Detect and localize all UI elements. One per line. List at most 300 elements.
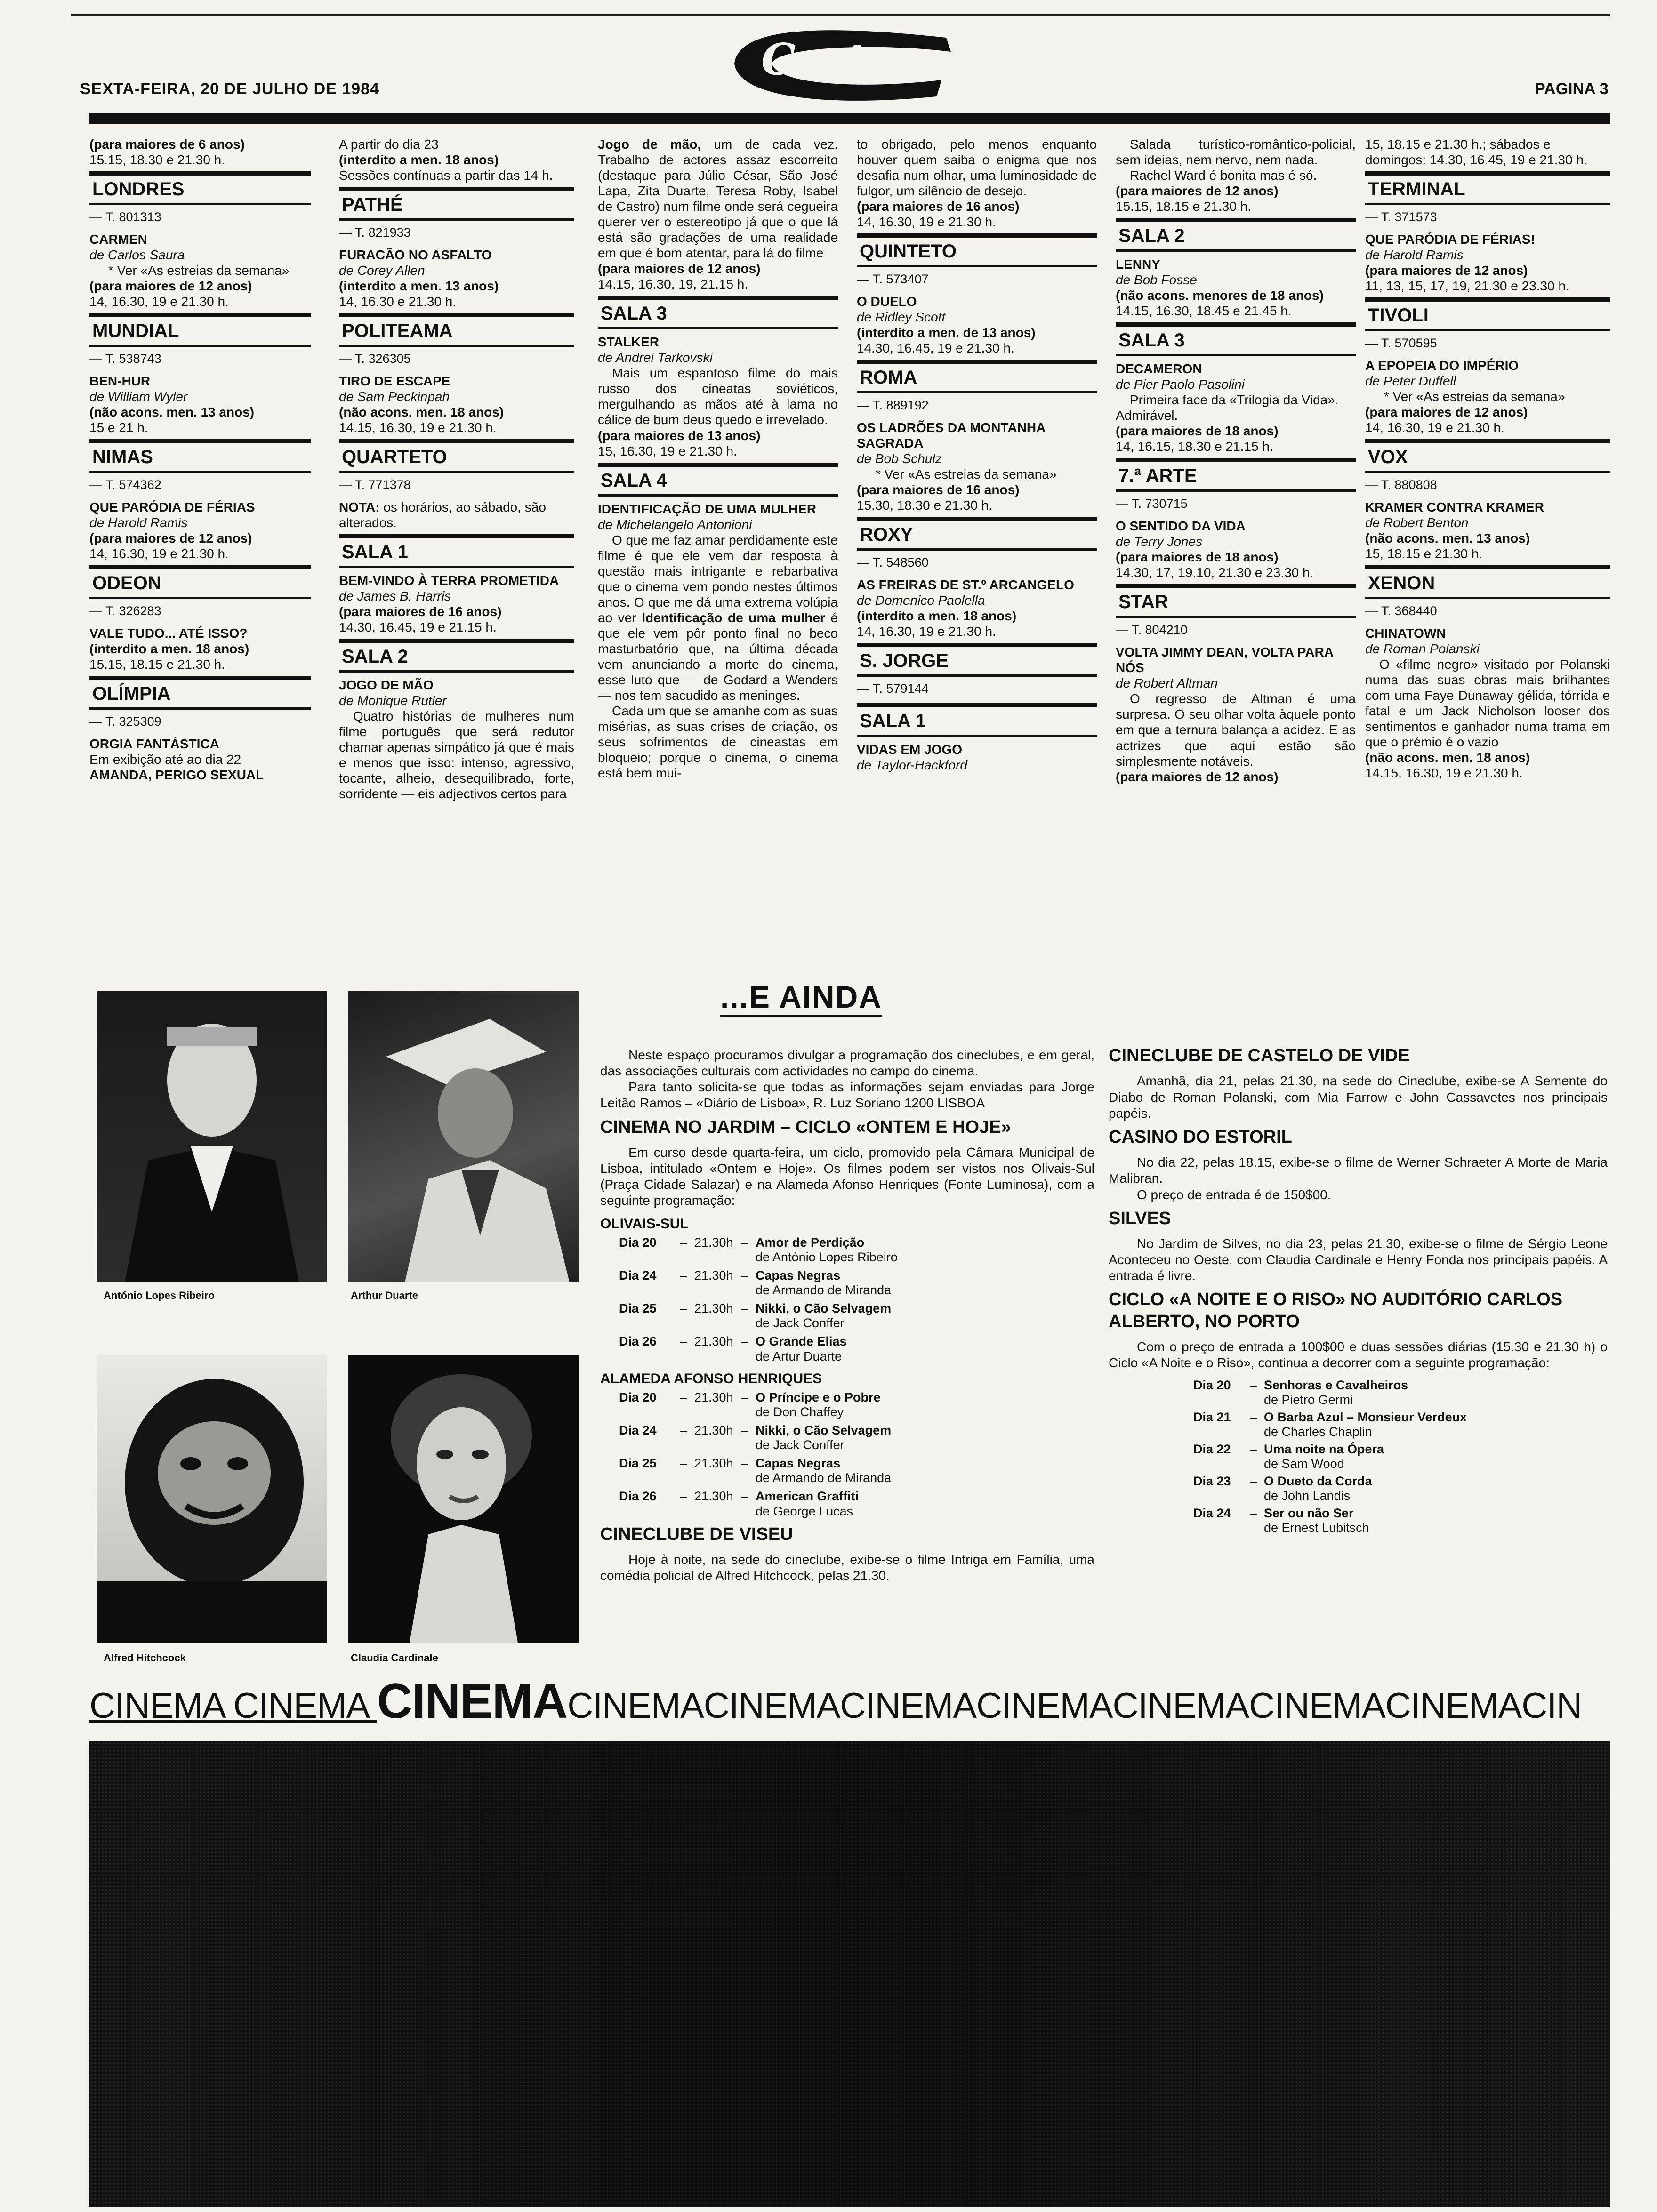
body-text: No Jardim de Silves, no dia 23, pelas 21.30, exibe-se o filme de Sérgio Leone Aconteceu no Oeste, com Claudia Cardinale e Henry Fonda nos principais papéis. A entrada é livre. [1109, 1236, 1608, 1283]
film-title: VALE TUDO... ATÉ ISSO? [89, 625, 248, 641]
divider [857, 643, 1097, 647]
age-rating: (para maiores de 18 anos) [1116, 424, 1279, 439]
note: * Ver «As estreias da semana» [108, 263, 290, 278]
phone: — T. 538743 [89, 352, 161, 366]
body-text: Amanhã, dia 21, pelas 21.30, na sede do Cineclube, exibe-se A Semente do Diabo de Roman Polanski, com Mia Farrow e John Cassavetes nos principais papéis. [1109, 1074, 1608, 1121]
ainda-right-column [1109, 1040, 1608, 1538]
phone: — T. 326283 [89, 604, 161, 618]
age-rating: (para maiores de 12 anos) [598, 261, 761, 276]
note-text: os horários, ao sábado, são alterados. [339, 499, 546, 530]
film-title: AS FREIRAS DE ST.º ARCANGELO [857, 577, 1074, 593]
age-rating: (para maiores de 12 anos) [1116, 184, 1279, 199]
age-rating: (interdito a men. 13 anos) [339, 279, 499, 294]
divider [1116, 616, 1356, 618]
director: de John Landis [1264, 1488, 1351, 1503]
director: de Pietro Germi [1264, 1392, 1353, 1407]
showtimes: 14, 16.30, 19 e 21.30 h. [857, 215, 996, 230]
divider [857, 233, 1097, 238]
director: de Jack Conffer [756, 1316, 845, 1330]
age-rating: (para maiores de 13 anos) [598, 428, 761, 443]
photo-alfred-hitchcock [97, 1355, 327, 1643]
divider [1365, 439, 1610, 443]
phone: — T. 730715 [1116, 497, 1188, 511]
divider [598, 463, 838, 467]
film-title: BEM-VINDO À TERRA PROMETIDA [339, 573, 559, 588]
age-rating: (para maiores de 16 anos) [857, 199, 1020, 214]
cinema-star: STAR [1118, 592, 1168, 613]
age-rating: (não acons. men. 13 anos) [89, 405, 255, 419]
showtimes: 14.15, 16.30, 18.45 e 21.45 h. [1116, 304, 1292, 319]
showtimes: 14, 16.30, 19 e 21.30 h. [89, 546, 229, 561]
cinema-londres: LONDRES [92, 179, 185, 200]
program-row: Dia 20 – 21.30h – Amor de Perdição de António Lopes Ribeiro [619, 1235, 898, 1265]
film-director: de Harold Ramis [89, 515, 188, 530]
divider [1116, 489, 1356, 492]
divider [89, 471, 311, 473]
day: Dia 25 [619, 1456, 657, 1471]
cinema-roma: ROMA [860, 367, 917, 388]
film-title: DECAMERON [1116, 361, 1202, 377]
film-director: de Peter Duffell [1365, 373, 1456, 388]
film-title: KRAMER CONTRA KRAMER [1365, 499, 1544, 514]
showtimes: 15, 18.15 e 21.30 h. [1365, 546, 1483, 561]
age-rating: (interdito a men. 18 anos) [89, 641, 249, 656]
review-text: Salada turístico-romântico-policial, sem ideias, nem nervo, nem nada. [1116, 137, 1356, 168]
time: 21.30h [694, 1301, 733, 1316]
film-title: QUE PARÓDIA DE FÉRIAS! [1365, 232, 1535, 247]
review-text: Rachel Ward é bonita mas é só. [1130, 168, 1317, 183]
divider [1365, 203, 1610, 205]
film-director: de Terry Jones [1116, 534, 1203, 549]
age-rating: (interdito a men. de 13 anos) [857, 325, 1036, 340]
phone: — T. 821933 [339, 225, 411, 240]
cinema-sala-2: SALA 2 [342, 646, 408, 667]
phone: — T. 771378 [339, 478, 411, 492]
time: 21.30h [694, 1235, 733, 1250]
phone: — T. 368440 [1365, 604, 1437, 618]
divider [89, 171, 311, 176]
showtimes: 14, 16.30, 19 e 21.30 h. [1365, 420, 1504, 435]
review-text: Primeira face da «Trilogia da Vida». Admirável. [1116, 393, 1339, 423]
page-number: PAGINA 3 [1535, 80, 1609, 98]
program-row: Dia 23 – O Dueto da Corda de John Landis [1193, 1474, 1372, 1503]
cartaz-logo [720, 19, 960, 108]
subheading: OLIVAIS-SUL [600, 1216, 689, 1232]
showtimes: 15 e 21 h. [89, 420, 148, 435]
section-heading: CINEMA NO JARDIM – CICLO «ONTEM E HOJE» [600, 1117, 1011, 1137]
note: * Ver «As estreias da semana» [1384, 389, 1565, 404]
cinema-tivoli: TIVOLI [1368, 305, 1429, 326]
divider [857, 391, 1097, 393]
film-director: de Ridley Scott [857, 310, 946, 325]
cinema-roxy: ROXY [860, 524, 913, 545]
showtimes: 14.30, 16.45, 19 e 21.15 h. [339, 620, 497, 635]
listing-column-3 [598, 136, 838, 965]
intro-text: Neste espaço procuramos divulgar a programação dos cineclubes, e em geral, das associações culturais com actividades no campo do cinema. [600, 1048, 1094, 1079]
program-row: Dia 26 – 21.30h – American Graffiti de George Lucas [619, 1489, 859, 1518]
showtimes: 15.15, 18.30 e 21.30 h. [89, 152, 225, 168]
cinema-quinteto: QUINTETO [860, 241, 957, 262]
intro-text: Para tanto solicita-se que todas as informações sejam enviadas para Jorge Leitão Ramos – «Diário de Lisboa», R. Luz Soriano 1200 LISBOA [600, 1080, 1094, 1111]
film-title: ORGIA FANTÁSTICA [89, 736, 219, 751]
divider [1365, 597, 1610, 599]
divider [89, 565, 311, 569]
listing-column-5 [1116, 136, 1356, 965]
phone: — T. 548560 [857, 555, 929, 570]
day: Dia 26 [619, 1489, 657, 1504]
film-title: Jogo de mão, [598, 137, 701, 152]
divider [89, 439, 311, 443]
banner-text-bold: CINEMA [377, 1675, 568, 1727]
film-director: de Monique Rutler [339, 693, 447, 708]
header-date: SEXTA-FEIRA, 20 DE JULHO DE 1984 [80, 80, 379, 98]
review-text: Cada um que se amanhe com as suas misérias, as suas crises de criação, os seus sofrimentos de cineastas em bloqueio; porque o cinema, o cinema está bem mui- [598, 703, 838, 781]
divider [1116, 458, 1356, 462]
showtimes: 14.15, 16.30, 19 e 21.30 h. [1365, 766, 1523, 781]
day: Dia 20 [619, 1235, 657, 1250]
showtimes: 14.30, 16.45, 19 e 21.30 h. [857, 341, 1014, 356]
divider [89, 345, 311, 347]
showtimes: 15, 16.30, 19 e 21.30 h. [598, 443, 737, 458]
cinema-politeama: POLITEAMA [342, 321, 453, 342]
film-title: CHINATOWN [1365, 625, 1446, 641]
program-row: Dia 21 – O Barba Azul – Monsieur Verdeux de Charles Chaplin [1193, 1410, 1467, 1439]
showtimes: 14.15, 16.30, 19, 21.15 h. [598, 277, 748, 292]
phone: — T. 889192 [857, 398, 929, 413]
body-text: O preço de entrada é de 150$00. [1137, 1187, 1331, 1202]
listing-column-2 [339, 136, 574, 965]
film: American Graffiti [756, 1489, 859, 1504]
body-text: Com o preço de entrada a 100$00 e duas sessões diárias (15.30 e 21.30 h) o Ciclo «A Noite e o Riso», continua a decorrer com a seguinte programação: [1109, 1339, 1608, 1370]
film-director: de Michelangelo Antonioni [598, 517, 752, 532]
body-text: No dia 22, pelas 18.15, exibe-se o filme de Werner Schraeter A Morte de Maria Malibran. [1109, 1155, 1608, 1186]
showtimes: 15.15, 18.15 e 21.30 h. [1116, 199, 1252, 214]
director: de Jack Conffer [756, 1438, 845, 1452]
review-text: Quatro histórias de mulheres num filme português que será redutor chamar apenas simpático já que é mais e menos que isso: intenso, agressivo, tocante, alheio, desequilibrado, forte, sorridente — eis adjectivos certos para [339, 709, 574, 801]
film-director: de Bob Fosse [1116, 272, 1197, 288]
director: de George Lucas [756, 1504, 853, 1518]
film-title: O SENTIDO DA VIDA [1116, 519, 1246, 534]
age-rating: (interdito a men. 18 anos) [857, 609, 1017, 624]
review-text: O que me faz amar perdidamente este filme é que ele vem dar resposta à questão mais intrigante e rebarbativa que o cinema vem pondo nestes últimos anos. O que me dá uma extrema volúpia ao ver [598, 532, 838, 625]
film-director: de Roman Polanski [1365, 641, 1480, 656]
age-rating: (para maiores de 12 anos) [89, 530, 252, 545]
film: Uma noite na Ópera [1264, 1442, 1384, 1456]
divider [1365, 329, 1610, 331]
note: A partir do dia 23 [339, 137, 439, 152]
cinema-terminal: TERMINAL [1368, 179, 1465, 200]
divider [857, 360, 1097, 364]
age-rating: (para maiores de 12 anos) [1365, 405, 1528, 419]
cinema-sala-4: SALA 4 [601, 470, 667, 491]
film: Nikki, o Cão Selvagem [756, 1423, 892, 1438]
header-rule [89, 113, 1610, 124]
film: O Barba Azul – Monsieur Verdeux [1264, 1410, 1467, 1424]
photo-caption: Arthur Duarte [351, 1290, 418, 1301]
day: Dia 24 [619, 1423, 657, 1438]
film-title: QUE PARÓDIA DE FÉRIAS [89, 499, 255, 514]
program-row: Dia 26 – 21.30h – O Grande Elias de Artur Duarte [619, 1334, 847, 1363]
director: de Armando de Miranda [756, 1283, 892, 1298]
film-title: JOGO DE MÃO [339, 678, 434, 693]
program-row: Dia 24 – 21.30h – Capas Negras de Armando de Miranda [619, 1268, 892, 1298]
portrait-art [97, 991, 327, 1282]
cinema-odeon: ODEON [92, 573, 161, 594]
time: 21.30h [694, 1390, 733, 1405]
film-director: de Corey Allen [339, 263, 425, 278]
divider [339, 639, 574, 643]
showtimes: 15, 18.15 e 21.30 h.; sábados e domingos: 14.30, 16.45, 19 e 21.30 h. [1365, 137, 1587, 168]
phone: — T. 579144 [857, 681, 929, 696]
divider [1116, 218, 1356, 222]
cartaz-logo-art [720, 19, 960, 108]
day: Dia 24 [619, 1268, 657, 1283]
film: Ser ou não Ser [1264, 1506, 1354, 1520]
divider [89, 313, 311, 317]
section-title-e-ainda: ...E AINDA [720, 979, 882, 1017]
film-title: OS LADRÕES DA MONTANHA SAGRADA [857, 420, 1046, 451]
listing-column-4 [857, 136, 1097, 965]
phone: — T. 371573 [1365, 210, 1437, 224]
divider [1365, 565, 1610, 569]
film-title: O DUELO [857, 294, 917, 309]
program-row: Dia 24 – 21.30h – Nikki, o Cão Selvagem de Jack Conffer [619, 1423, 892, 1452]
showtimes: 14.15, 16.30, 19 e 21.30 h. [339, 420, 497, 435]
top-border [71, 14, 1610, 16]
quarteto-note [339, 499, 574, 530]
review-text: Mais um espantoso filme do mais russo dos cineatas soviéticos, mergulhando as mãos até à lama no cálice de bum deus quedo e irrevelado. [598, 366, 838, 427]
halftone-art [89, 1741, 1610, 2207]
showtimes: 14.30, 17, 19.10, 21.30 e 23.30 h. [1116, 565, 1314, 580]
day: Dia 21 [1193, 1410, 1231, 1424]
cinema-sala-3: SALA 3 [1118, 330, 1185, 351]
divider [598, 327, 838, 329]
director: de António Lopes Ribeiro [756, 1250, 898, 1265]
divider [339, 471, 574, 473]
cinema-xenon: XENON [1368, 573, 1435, 594]
divider [89, 676, 311, 680]
film: Capas Negras [756, 1456, 841, 1471]
phone: — T. 325309 [89, 714, 161, 729]
time: 21.30h [694, 1489, 733, 1504]
divider [339, 218, 574, 221]
divider [857, 548, 1097, 551]
film: Amor de Perdição [756, 1235, 865, 1250]
film-director: de Taylor-Hackford [857, 758, 968, 773]
section-heading: CASINO DO ESTORIL [1109, 1127, 1292, 1147]
film-title: VIDAS EM JOGO [857, 742, 963, 757]
phone: — T. 573407 [857, 272, 929, 287]
film: Nikki, o Cão Selvagem [756, 1301, 892, 1316]
director: de Ernest Lubitsch [1264, 1520, 1369, 1535]
section-heading: CINECLUBE DE VISEU [600, 1524, 793, 1544]
ainda-left-column [600, 1047, 1094, 1584]
divider [857, 703, 1097, 707]
divider [89, 707, 311, 710]
film-director: de William Wyler [89, 389, 188, 404]
showtimes: 15.15, 18.15 e 21.30 h. [89, 657, 225, 672]
divider [339, 566, 574, 568]
program-row: Dia 20 – 21.30h – O Príncipe e o Pobre de Don Chaffey [619, 1390, 881, 1419]
divider [857, 735, 1097, 737]
photo-antonio-lopes-ribeiro [97, 991, 327, 1282]
film: Capas Negras [756, 1268, 841, 1283]
director: de Armando de Miranda [756, 1471, 892, 1485]
age-rating: (interdito a men. 18 anos) [339, 152, 499, 168]
review-text: um de cada vez. Trabalho de actores assaz escorreito (destaque para Júlio César, São José Lapa, Zita Duarte, Teresa Roby, Isabel de Castro) num filme onde será cegueira querer ver o estereotipo já que o que lá está são gradações de uma realidade em que é bom atentar, para lá do filme [598, 137, 838, 261]
cinema-banner [89, 1675, 1610, 1727]
cinema-mundial: MUNDIAL [92, 321, 179, 342]
film-title: CARMEN [89, 232, 147, 247]
film-title: FURACÃO NO ASFALTO [339, 247, 492, 262]
program-row: Dia 22 – Uma noite na Ópera de Sam Wood [1193, 1442, 1384, 1471]
portrait-art [97, 1355, 327, 1643]
cinema-sala-1: SALA 1 [342, 541, 408, 562]
day: Dia 20 [1193, 1378, 1231, 1392]
section-heading: CICLO «A NOITE E O RISO» NO AUDITÓRIO CARLOS ALBERTO, NO PORTO [1109, 1290, 1563, 1331]
divider [339, 439, 574, 443]
showtimes: 11, 13, 15, 17, 19, 21.30 e 23.30 h. [1365, 279, 1569, 294]
phone: — T. 326305 [339, 352, 411, 366]
film-title: LENNY [1116, 257, 1160, 272]
divider [1365, 171, 1610, 176]
banner-text: CINEMA CINEMA [89, 1686, 377, 1726]
time: 21.30h [694, 1456, 733, 1471]
film-director: de Sam Peckinpah [339, 389, 450, 404]
day: Dia 20 [619, 1390, 657, 1405]
divider [1365, 297, 1610, 302]
film: Senhoras e Cavalheiros [1264, 1378, 1408, 1392]
film-title: STALKER [598, 335, 660, 350]
age-rating: (não acons. men. 13 anos) [1365, 530, 1530, 545]
divider [1116, 322, 1356, 327]
age-rating: (para maiores de 6 anos) [89, 137, 245, 152]
film-director: de Robert Altman [1116, 676, 1218, 691]
photo-caption: Claudia Cardinale [351, 1652, 438, 1664]
showtimes: 14, 16.15, 18.30 e 21.15 h. [1116, 439, 1273, 454]
note: * Ver «As estreias da semana» [876, 467, 1057, 482]
divider [89, 597, 311, 599]
subheading: ALAMEDA AFONSO HENRIQUES [600, 1370, 822, 1387]
listing-column-1 [89, 136, 311, 965]
divider [339, 313, 574, 317]
divider [1116, 249, 1356, 252]
age-rating: (para maiores de 16 anos) [857, 482, 1020, 497]
cinema-vox: VOX [1368, 447, 1408, 468]
body-text: Em curso desde quarta-feira, um ciclo, promovido pela Câmara Municipal de Lisboa, intitulado «Ontem e Hoje». Os filmes podem ser vistos nos Olivais-Sul (Praça Cidade Salazar) e na Alameda Afonso Henriques (Fonte Luminosa), com a seguinte programação: [600, 1145, 1094, 1208]
cinema-sala-2: SALA 2 [1118, 225, 1185, 247]
film-title-inline: Identificação de uma mulher [642, 610, 825, 625]
time: 21.30h [694, 1334, 733, 1349]
divider [1116, 354, 1356, 356]
listing-column-6 [1365, 136, 1610, 965]
body-text: Hoje à noite, na sede do cineclube, exibe-se o filme Intriga em Família, uma comédia policial de Alfred Hitchcock, pelas 21.30. [600, 1552, 1094, 1583]
day: Dia 22 [1193, 1442, 1231, 1456]
phone: — T. 880808 [1365, 478, 1437, 492]
photo-caption: Alfred Hitchcock [104, 1652, 186, 1664]
director: de Artur Duarte [756, 1349, 842, 1363]
divider [89, 203, 311, 205]
film-director: de Harold Ramis [1365, 247, 1464, 262]
program-row: Dia 25 – 21.30h – Capas Negras de Armando de Miranda [619, 1456, 892, 1485]
film-director: de James B. Harris [339, 589, 451, 604]
film-director: de Carlos Saura [89, 247, 185, 262]
divider [857, 265, 1097, 267]
note-label: NOTA: [339, 499, 380, 514]
age-rating: (para maiores de 12 anos) [1116, 769, 1279, 784]
phone: — T. 574362 [89, 478, 161, 492]
review-text: O «filme negro» visitado por Polanski numa das suas obras mais brilhantes com uma Faye Dunaway gélida, tórrida e fatal e um Jack Nicholson looser dos sentimentos e ganhador numa trama em que o prémio é o vazio [1365, 657, 1610, 750]
film-director: de Bob Schulz [857, 451, 942, 466]
portrait-art [348, 991, 579, 1282]
time: 21.30h [694, 1268, 733, 1283]
review-text: to obrigado, pelo menos enquanto houver quem saiba o enigma que nos desafia num olhar, uma luminosidade de fulgor, um silêncio de desejo. [857, 137, 1097, 199]
divider [339, 345, 574, 347]
age-rating: (para maiores de 12 anos) [89, 279, 252, 294]
day: Dia 24 [1193, 1506, 1231, 1520]
phone: — T. 804210 [1116, 623, 1188, 637]
day: Dia 23 [1193, 1474, 1231, 1488]
director: de Don Chaffey [756, 1405, 844, 1419]
film-title: A EPOPEIA DO IMPÉRIO [1365, 358, 1519, 373]
bottom-halftone-photo [89, 1741, 1610, 2207]
section-heading: SILVES [1109, 1208, 1171, 1228]
divider [857, 517, 1097, 521]
divider [598, 494, 838, 497]
cinema-s-jorge: S. JORGE [860, 650, 949, 672]
photo-caption: António Lopes Ribeiro [104, 1290, 215, 1301]
phone: — T. 570595 [1365, 336, 1437, 351]
review-text: é que ele vem pôr ponto final no beco masturbatório que, na última década vem anunciando a morte do cinema, esse luto que — de Godard a Wenders — nos tem sacudido as meninges. [598, 610, 838, 703]
showtimes: Sessões contínuas a partir das 14 h. [339, 168, 553, 183]
day: Dia 25 [619, 1301, 657, 1316]
divider [1365, 471, 1610, 473]
age-rating: (para maiores de 18 anos) [1116, 550, 1279, 565]
showtimes: 14, 16.30, 19 e 21.30 h. [89, 294, 229, 309]
phone: — T. 801313 [89, 210, 161, 224]
review-text: O regresso de Altman é uma surpresa. O seu olhar volta àquele ponto em que a ternura balança a acidez. E as actrizes que aqui estão são simplesmente notáveis. [1116, 691, 1356, 769]
cinema-olimpia: OLÍMPIA [92, 683, 171, 704]
showtimes: 15.30, 18.30 e 21.30 h. [857, 498, 993, 513]
film-director: de Pier Paolo Pasolini [1116, 377, 1245, 392]
film-title: AMANDA, PERIGO SEXUAL [89, 767, 264, 782]
divider [339, 187, 574, 191]
cinema-sala-1: SALA 1 [860, 711, 926, 732]
film: O Grande Elias [756, 1334, 847, 1349]
cinema-sala-3: SALA 3 [601, 303, 667, 324]
age-rating: (não acons. menores de 18 anos) [1116, 288, 1324, 303]
divider [339, 670, 574, 673]
divider [598, 296, 838, 300]
film-title: TIRO DE ESCAPE [339, 373, 450, 388]
cinema-nimas: NIMAS [92, 447, 153, 468]
photo-claudia-cardinale [348, 1355, 579, 1643]
age-rating: (para maiores de 16 anos) [339, 604, 502, 619]
day: Dia 26 [619, 1334, 657, 1349]
film: O Dueto da Corda [1264, 1474, 1372, 1488]
showtimes: 14, 16.30 e 21.30 h. [339, 294, 457, 309]
film-director: de Robert Benton [1365, 515, 1469, 530]
ciclo-program [1193, 1378, 1608, 1535]
photo-arthur-duarte [348, 991, 579, 1282]
director: de Sam Wood [1264, 1456, 1344, 1471]
portrait-art [348, 1355, 579, 1643]
divider [339, 534, 574, 538]
cinema-quarteto: QUARTETO [342, 447, 447, 468]
time: 21.30h [694, 1423, 733, 1438]
film-title: IDENTIFICAÇÃO DE UMA MULHER [598, 501, 817, 516]
director: de Charles Chaplin [1264, 1424, 1372, 1439]
